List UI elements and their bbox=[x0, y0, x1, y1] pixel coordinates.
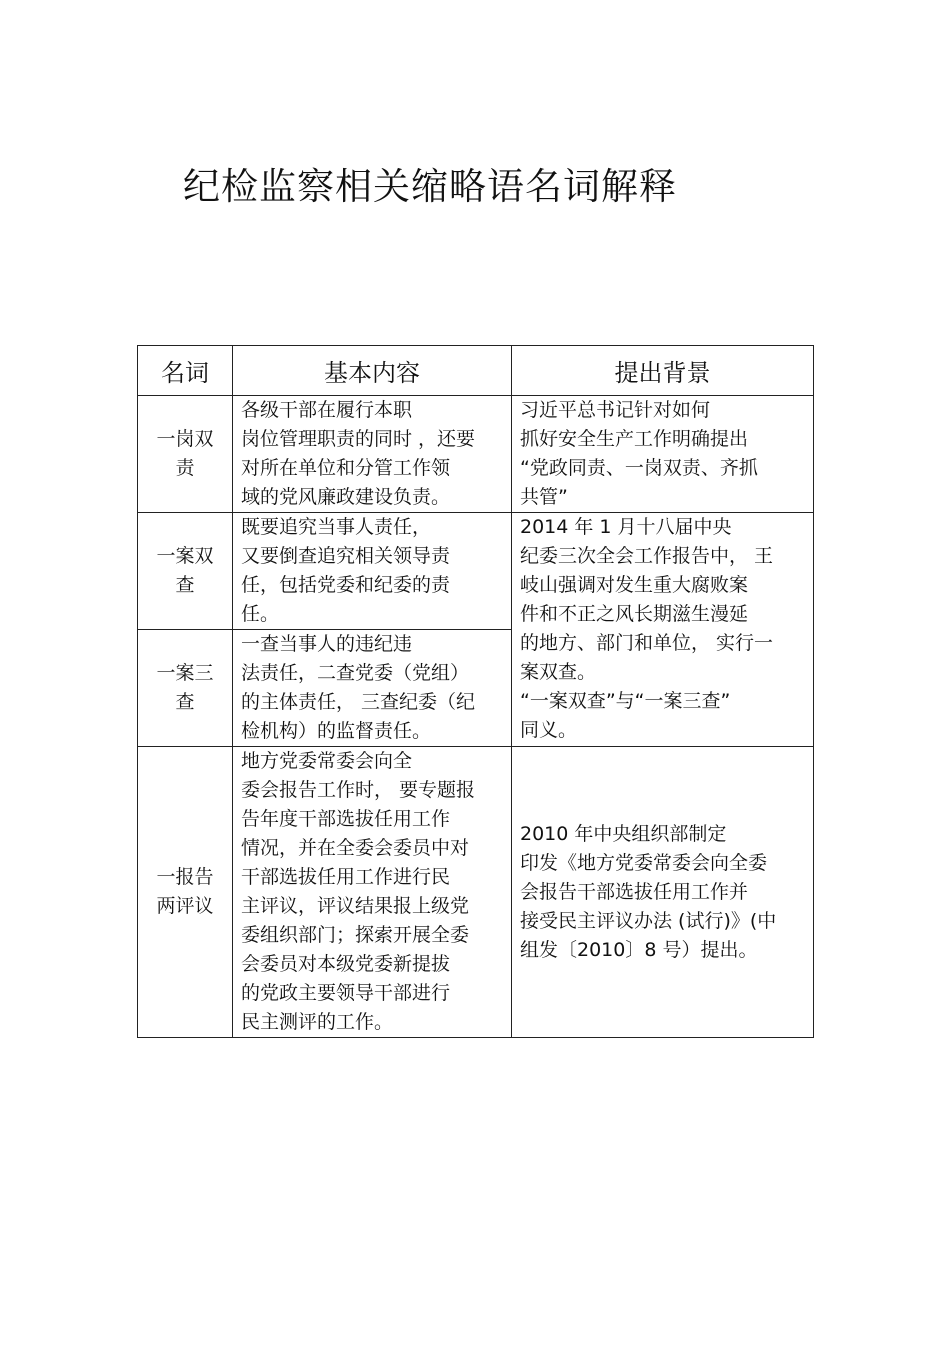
term-cell: 一报告两评议 bbox=[138, 747, 233, 1038]
content-cell: 各级干部在履行本职 岗位管理职责的同时 ，还要 对所在单位和分管工作领 域的党风廉政建设负责。 bbox=[233, 396, 512, 513]
glossary-table bbox=[137, 345, 814, 1038]
header-background: 提出背景 bbox=[512, 346, 814, 396]
background-cell: 2010 年中央组织部制定 印发《地方党委常委会向全委 会报告干部选拔任用工作并 接受民主评议办法 (试行)》(中 组发〔2010〕8 号）提出。 bbox=[512, 747, 814, 1038]
term-cell: 一岗双责 bbox=[138, 396, 233, 513]
term-cell: 一案双查 bbox=[138, 513, 233, 630]
content-cell: 地方党委常委会向全 委会报告工作时， 要专题报 告年度干部选拔任用工作 情况，并在全委会委员中对 干部选拔任用工作进行民 主评议，评议结果报上级党 委组织部门；探索开展全委 会委员对本级党委新提拔 的党政主要领导干部进行 民主测评的工作。 bbox=[233, 747, 512, 1038]
header-content: 基本内容 bbox=[233, 346, 512, 396]
table-header-row bbox=[138, 346, 814, 396]
header-term: 名词 bbox=[138, 346, 233, 396]
table-row bbox=[138, 396, 814, 513]
table-row bbox=[138, 513, 814, 630]
content-cell: 一查当事人的违纪违 法责任，二查党委（党组） 的主体责任， 三查纪委（纪 检机构）的监督责任。 bbox=[233, 630, 512, 747]
page-title: 纪检监察相关缩略语名词解释 bbox=[183, 165, 677, 208]
term-cell: 一案三查 bbox=[138, 630, 233, 747]
table-row bbox=[138, 747, 814, 1038]
background-cell: 习近平总书记针对如何 抓好安全生产工作明确提出 “党政同责、一岗双责、齐抓 共管” bbox=[512, 396, 814, 513]
content-cell: 既要追究当事人责任， 又要倒查追究相关领导责 任，包括党委和纪委的责 任。 bbox=[233, 513, 512, 630]
merged-background-cell: 2014 年 1 月十八届中央 纪委三次全会工作报告中， 王 岐山强调对发生重大腐败案 件和不正之风长期滋生漫延 的地方、部门和单位， 实行一 案双查。 “一案双查”与“一案三查” 同义。 bbox=[512, 513, 814, 747]
